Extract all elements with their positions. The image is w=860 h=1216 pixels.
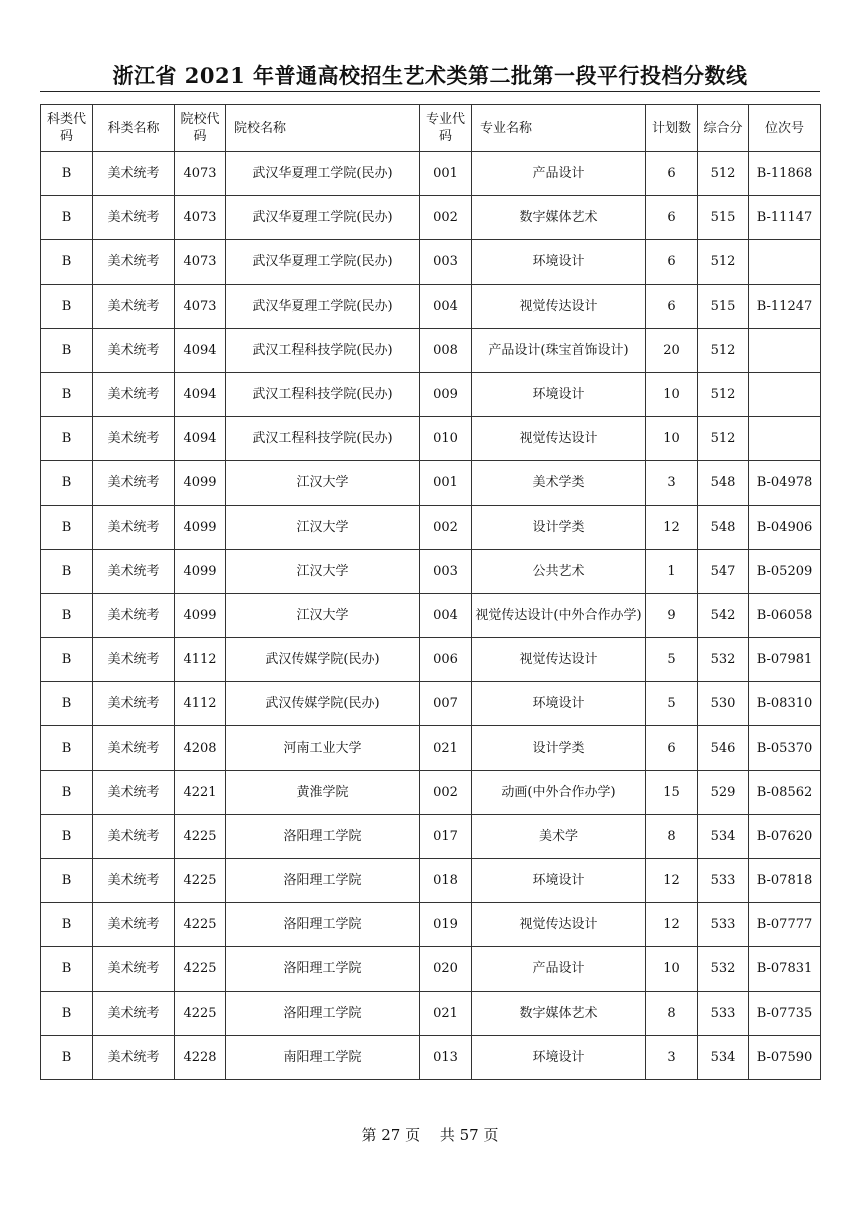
major-name-cell: 设计学类 — [472, 726, 646, 770]
table-row — [41, 284, 821, 328]
school-name-cell: 武汉华夏理工学院(民办) — [226, 196, 420, 240]
school-code-cell: 4094 — [175, 372, 226, 416]
major-name-cell: 视觉传达设计 — [472, 284, 646, 328]
score-cell: 529 — [698, 770, 749, 814]
page-title: 浙江省 2021 年普通高校招生艺术类第二批第一段平行投档分数线 — [112, 63, 748, 88]
category-code-cell: B — [41, 1035, 93, 1079]
school-name-cell: 江汉大学 — [226, 593, 420, 637]
category-name-cell: 美术统考 — [93, 549, 175, 593]
category-name-cell: 美术统考 — [93, 682, 175, 726]
category-name-cell: 美术统考 — [93, 328, 175, 372]
school-name-cell: 武汉工程科技学院(民办) — [226, 372, 420, 416]
school-name-cell: 武汉华夏理工学院(民办) — [226, 284, 420, 328]
table-body — [41, 152, 821, 1080]
school-name-cell: 河南工业大学 — [226, 726, 420, 770]
major-name-cell: 环境设计 — [472, 859, 646, 903]
table-row — [41, 417, 821, 461]
table-row — [41, 859, 821, 903]
school-name-cell: 武汉华夏理工学院(民办) — [226, 152, 420, 196]
category-name-cell: 美术统考 — [93, 461, 175, 505]
plan-cell: 9 — [646, 593, 698, 637]
major-name-cell: 环境设计 — [472, 682, 646, 726]
school-name-cell: 武汉华夏理工学院(民办) — [226, 240, 420, 284]
school-code-cell: 4112 — [175, 682, 226, 726]
score-cell: 534 — [698, 1035, 749, 1079]
score-cell: 546 — [698, 726, 749, 770]
plan-cell: 5 — [646, 638, 698, 682]
rank-cell: B-11868 — [749, 152, 821, 196]
rank-cell — [749, 328, 821, 372]
plan-cell: 12 — [646, 903, 698, 947]
header-school-code: 院校代码 — [175, 105, 226, 152]
school-code-cell: 4225 — [175, 903, 226, 947]
category-code-cell: B — [41, 682, 93, 726]
category-name-cell: 美术统考 — [93, 417, 175, 461]
rank-cell: B-08562 — [749, 770, 821, 814]
major-name-cell: 环境设计 — [472, 240, 646, 284]
category-code-cell: B — [41, 372, 93, 416]
major-code-cell: 003 — [420, 549, 472, 593]
category-code-cell: B — [41, 284, 93, 328]
major-code-cell: 001 — [420, 461, 472, 505]
major-name-cell: 视觉传达设计 — [472, 417, 646, 461]
category-code-cell: B — [41, 903, 93, 947]
major-code-cell: 017 — [420, 814, 472, 858]
category-code-cell: B — [41, 593, 93, 637]
score-cell: 515 — [698, 284, 749, 328]
page-footer: 第 27 页 共 57 页 — [361, 1126, 499, 1144]
major-code-cell: 002 — [420, 505, 472, 549]
table-row — [41, 593, 821, 637]
category-code-cell: B — [41, 991, 93, 1035]
rank-cell — [749, 240, 821, 284]
category-name-cell: 美术统考 — [93, 593, 175, 637]
plan-cell: 3 — [646, 1035, 698, 1079]
plan-cell: 8 — [646, 991, 698, 1035]
school-code-cell: 4225 — [175, 991, 226, 1035]
major-name-cell: 美术学 — [472, 814, 646, 858]
header-major-name: 专业名称 — [472, 105, 646, 152]
plan-cell: 15 — [646, 770, 698, 814]
category-code-cell: B — [41, 328, 93, 372]
major-name-cell: 动画(中外合作办学) — [472, 770, 646, 814]
category-code-cell: B — [41, 505, 93, 549]
rank-cell: B-07818 — [749, 859, 821, 903]
school-name-cell: 江汉大学 — [226, 549, 420, 593]
major-code-cell: 008 — [420, 328, 472, 372]
rank-cell: B-07777 — [749, 903, 821, 947]
major-code-cell: 010 — [420, 417, 472, 461]
category-name-cell: 美术统考 — [93, 947, 175, 991]
category-name-cell: 美术统考 — [93, 284, 175, 328]
school-name-cell: 江汉大学 — [226, 461, 420, 505]
category-code-cell: B — [41, 859, 93, 903]
major-name-cell: 公共艺术 — [472, 549, 646, 593]
school-code-cell: 4094 — [175, 328, 226, 372]
header-major-code: 专业代码 — [420, 105, 472, 152]
major-name-cell: 视觉传达设计 — [472, 638, 646, 682]
table-row — [41, 726, 821, 770]
major-name-cell: 产品设计 — [472, 947, 646, 991]
rank-cell: B-11147 — [749, 196, 821, 240]
category-name-cell: 美术统考 — [93, 196, 175, 240]
plan-cell: 20 — [646, 328, 698, 372]
plan-cell: 10 — [646, 417, 698, 461]
rank-cell: B-05370 — [749, 726, 821, 770]
plan-cell: 12 — [646, 505, 698, 549]
plan-cell: 12 — [646, 859, 698, 903]
major-name-cell: 视觉传达设计 — [472, 903, 646, 947]
header-score: 综合分 — [698, 105, 749, 152]
plan-cell: 10 — [646, 947, 698, 991]
major-code-cell: 004 — [420, 284, 472, 328]
table-row — [41, 372, 821, 416]
school-name-cell: 武汉工程科技学院(民办) — [226, 328, 420, 372]
table-row — [41, 903, 821, 947]
header-category-code: 科类代码 — [41, 105, 93, 152]
table-row — [41, 947, 821, 991]
school-name-cell: 洛阳理工学院 — [226, 991, 420, 1035]
title-underline — [40, 91, 820, 92]
rank-cell: B-06058 — [749, 593, 821, 637]
major-code-cell: 009 — [420, 372, 472, 416]
category-name-cell: 美术统考 — [93, 726, 175, 770]
category-name-cell: 美术统考 — [93, 814, 175, 858]
category-name-cell: 美术统考 — [93, 859, 175, 903]
table-row — [41, 814, 821, 858]
school-name-cell: 洛阳理工学院 — [226, 947, 420, 991]
category-name-cell: 美术统考 — [93, 638, 175, 682]
school-code-cell: 4228 — [175, 1035, 226, 1079]
school-name-cell: 黄淮学院 — [226, 770, 420, 814]
school-code-cell: 4225 — [175, 859, 226, 903]
score-cell: 542 — [698, 593, 749, 637]
plan-cell: 8 — [646, 814, 698, 858]
school-name-cell: 洛阳理工学院 — [226, 859, 420, 903]
major-code-cell: 007 — [420, 682, 472, 726]
school-code-cell: 4099 — [175, 461, 226, 505]
score-cell: 533 — [698, 859, 749, 903]
plan-cell: 5 — [646, 682, 698, 726]
major-name-cell: 数字媒体艺术 — [472, 991, 646, 1035]
school-name-cell: 武汉传媒学院(民办) — [226, 638, 420, 682]
school-code-cell: 4099 — [175, 549, 226, 593]
major-code-cell: 020 — [420, 947, 472, 991]
header-category-name: 科类名称 — [93, 105, 175, 152]
rank-cell — [749, 372, 821, 416]
category-name-cell: 美术统考 — [93, 240, 175, 284]
category-name-cell: 美术统考 — [93, 991, 175, 1035]
major-name-cell: 数字媒体艺术 — [472, 196, 646, 240]
rank-cell: B-07590 — [749, 1035, 821, 1079]
rank-cell: B-07620 — [749, 814, 821, 858]
major-name-cell: 视觉传达设计(中外合作办学) — [472, 593, 646, 637]
category-code-cell: B — [41, 638, 93, 682]
table-row — [41, 770, 821, 814]
plan-cell: 6 — [646, 152, 698, 196]
rank-cell: B-05209 — [749, 549, 821, 593]
score-cell: 533 — [698, 991, 749, 1035]
category-code-cell: B — [41, 814, 93, 858]
category-name-cell: 美术统考 — [93, 1035, 175, 1079]
major-code-cell: 004 — [420, 593, 472, 637]
category-name-cell: 美术统考 — [93, 372, 175, 416]
table-row — [41, 505, 821, 549]
major-code-cell: 019 — [420, 903, 472, 947]
score-cell: 512 — [698, 152, 749, 196]
plan-cell: 3 — [646, 461, 698, 505]
major-code-cell: 021 — [420, 726, 472, 770]
rank-cell: B-08310 — [749, 682, 821, 726]
table-row — [41, 461, 821, 505]
category-code-cell: B — [41, 196, 93, 240]
school-code-cell: 4221 — [175, 770, 226, 814]
school-code-cell: 4225 — [175, 947, 226, 991]
table-header-row — [41, 105, 821, 152]
score-cell: 532 — [698, 638, 749, 682]
school-name-cell: 武汉工程科技学院(民办) — [226, 417, 420, 461]
plan-cell: 6 — [646, 240, 698, 284]
category-code-cell: B — [41, 461, 93, 505]
score-cell: 512 — [698, 328, 749, 372]
school-code-cell: 4099 — [175, 593, 226, 637]
major-code-cell: 001 — [420, 152, 472, 196]
score-cell: 547 — [698, 549, 749, 593]
table-row — [41, 152, 821, 196]
major-code-cell: 021 — [420, 991, 472, 1035]
score-cell: 548 — [698, 505, 749, 549]
table-row — [41, 328, 821, 372]
plan-cell: 10 — [646, 372, 698, 416]
school-code-cell: 4225 — [175, 814, 226, 858]
school-name-cell: 洛阳理工学院 — [226, 814, 420, 858]
rank-cell: B-11247 — [749, 284, 821, 328]
plan-cell: 1 — [646, 549, 698, 593]
category-name-cell: 美术统考 — [93, 505, 175, 549]
score-cell: 532 — [698, 947, 749, 991]
score-cell: 512 — [698, 417, 749, 461]
score-cell: 530 — [698, 682, 749, 726]
table-row — [41, 196, 821, 240]
rank-cell: B-04978 — [749, 461, 821, 505]
table-row — [41, 240, 821, 284]
score-cell: 534 — [698, 814, 749, 858]
major-code-cell: 013 — [420, 1035, 472, 1079]
plan-cell: 6 — [646, 726, 698, 770]
category-code-cell: B — [41, 726, 93, 770]
header-school-name: 院校名称 — [226, 105, 420, 152]
school-code-cell: 4099 — [175, 505, 226, 549]
school-code-cell: 4073 — [175, 196, 226, 240]
header-rank: 位次号 — [749, 105, 821, 152]
school-name-cell: 武汉传媒学院(民办) — [226, 682, 420, 726]
rank-cell: B-04906 — [749, 505, 821, 549]
category-name-cell: 美术统考 — [93, 770, 175, 814]
category-code-cell: B — [41, 549, 93, 593]
major-code-cell: 018 — [420, 859, 472, 903]
school-name-cell: 江汉大学 — [226, 505, 420, 549]
school-code-cell: 4094 — [175, 417, 226, 461]
table-row — [41, 1035, 821, 1079]
table-row — [41, 549, 821, 593]
category-code-cell: B — [41, 947, 93, 991]
table-row — [41, 638, 821, 682]
category-code-cell: B — [41, 417, 93, 461]
score-cell: 533 — [698, 903, 749, 947]
score-cell: 515 — [698, 196, 749, 240]
school-code-cell: 4208 — [175, 726, 226, 770]
plan-cell: 6 — [646, 284, 698, 328]
rank-cell: B-07981 — [749, 638, 821, 682]
school-code-cell: 4073 — [175, 284, 226, 328]
table-row — [41, 682, 821, 726]
plan-cell: 6 — [646, 196, 698, 240]
score-cell: 548 — [698, 461, 749, 505]
school-code-cell: 4073 — [175, 240, 226, 284]
table-row — [41, 991, 821, 1035]
school-code-cell: 4112 — [175, 638, 226, 682]
header-plan: 计划数 — [646, 105, 698, 152]
category-name-cell: 美术统考 — [93, 903, 175, 947]
school-name-cell: 洛阳理工学院 — [226, 903, 420, 947]
major-code-cell: 002 — [420, 770, 472, 814]
rank-cell — [749, 417, 821, 461]
major-name-cell: 产品设计 — [472, 152, 646, 196]
category-name-cell: 美术统考 — [93, 152, 175, 196]
category-code-cell: B — [41, 152, 93, 196]
major-name-cell: 环境设计 — [472, 1035, 646, 1079]
rank-cell: B-07735 — [749, 991, 821, 1035]
school-code-cell: 4073 — [175, 152, 226, 196]
category-code-cell: B — [41, 770, 93, 814]
rank-cell: B-07831 — [749, 947, 821, 991]
major-name-cell: 设计学类 — [472, 505, 646, 549]
major-name-cell: 产品设计(珠宝首饰设计) — [472, 328, 646, 372]
category-code-cell: B — [41, 240, 93, 284]
score-cell: 512 — [698, 372, 749, 416]
score-cell: 512 — [698, 240, 749, 284]
admission-score-table — [40, 104, 821, 1080]
major-code-cell: 006 — [420, 638, 472, 682]
major-name-cell: 美术学类 — [472, 461, 646, 505]
major-name-cell: 环境设计 — [472, 372, 646, 416]
major-code-cell: 003 — [420, 240, 472, 284]
major-code-cell: 002 — [420, 196, 472, 240]
school-name-cell: 南阳理工学院 — [226, 1035, 420, 1079]
